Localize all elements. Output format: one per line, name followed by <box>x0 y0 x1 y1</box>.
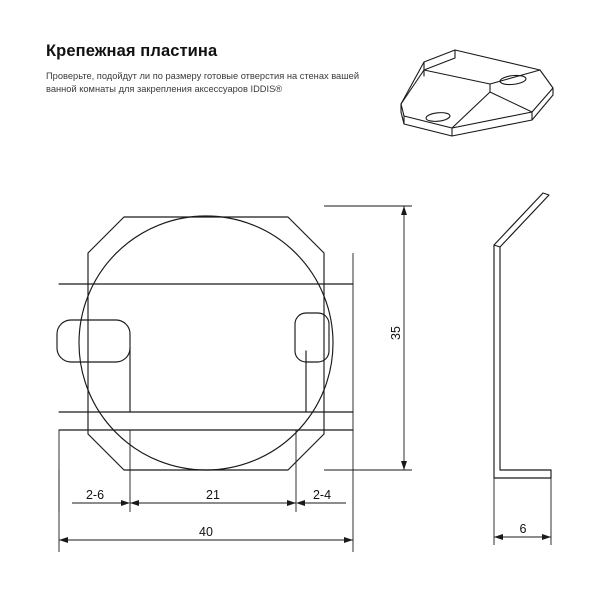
dim-label-height: 35 <box>389 326 403 340</box>
dim-label-right-slot: 2-4 <box>312 488 332 502</box>
dim-label-center-span: 21 <box>206 488 220 502</box>
page-subtitle: Проверьте, подойдут ли по размеру готовые отверстия на стенах вашей ванной комнаты для закрепления аксессуаров IDDIS® <box>46 71 360 94</box>
dim-label-thickness: 6 <box>519 522 527 536</box>
dim-label-width: 40 <box>199 525 213 539</box>
dim-label-left-slot: 2-6 <box>85 488 105 502</box>
side-view-mounting-plate <box>494 193 551 478</box>
front-view-mounting-plate <box>57 216 353 470</box>
isometric-view-mounting-plate <box>401 50 553 136</box>
page-title: Крепежная пластина <box>46 42 218 60</box>
